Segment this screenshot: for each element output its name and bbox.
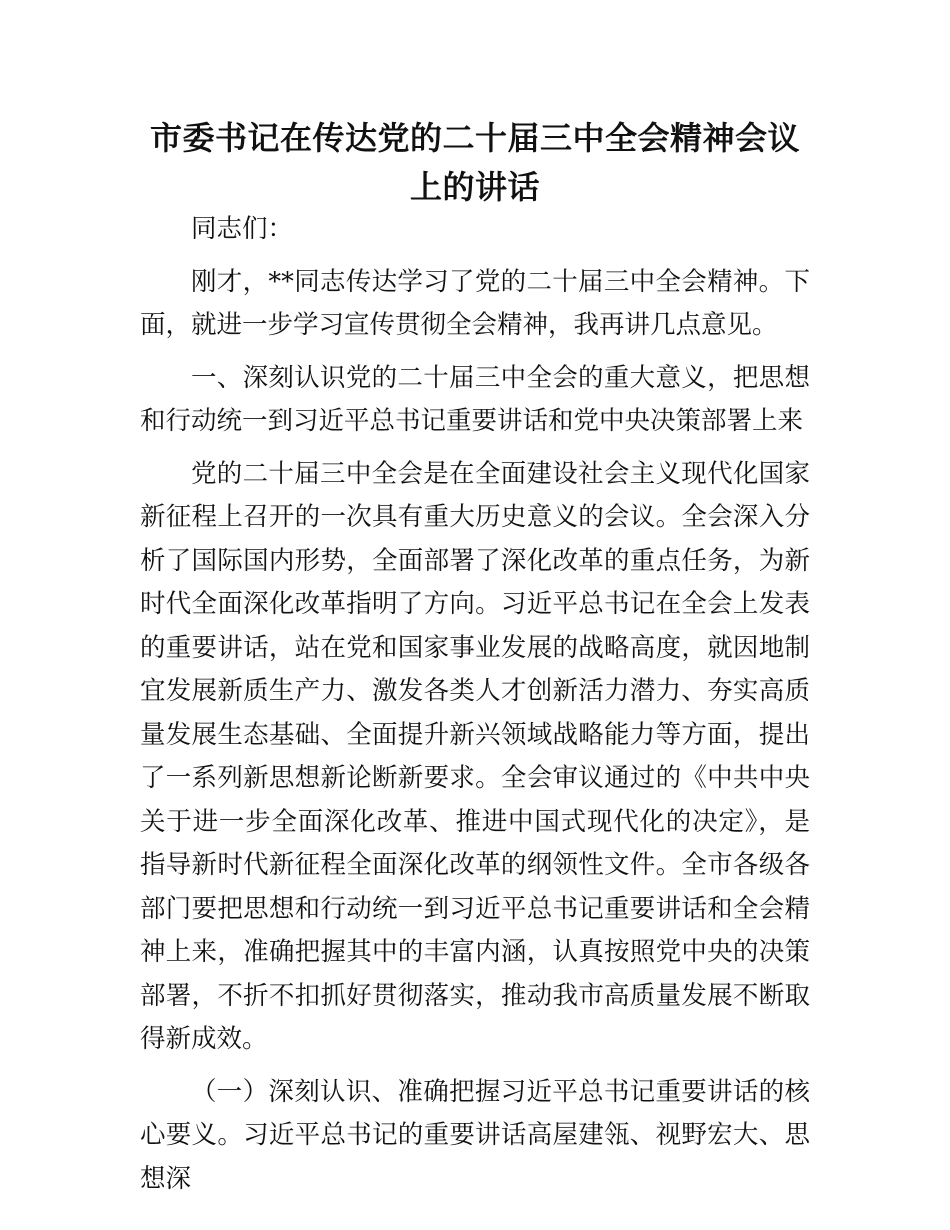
section-heading-1: 一、深刻认识党的二十届三中全会的重大意义，把思想和行动统一到习近平总书记重要讲话和党中央决策部署上来 bbox=[140, 362, 810, 436]
subsection-paragraph-1: （一）深刻认识、准确把握习近平总书记重要讲话的核心要义。习近平总书记的重要讲话高屋建瓴、视野宏大、思想深 bbox=[140, 1076, 810, 1194]
salutation: 同志们： bbox=[191, 214, 294, 244]
paragraph-opening: 刚才，**同志传达学习了党的二十届三中全会精神。下面，就进一步学习宣传贯彻全会精神，我再讲几点意见。 bbox=[140, 266, 810, 340]
document-title: 市委书记在传达党的二十届三中全会精神会议上的讲话 bbox=[149, 119, 800, 206]
paragraph-body: 党的二十届三中全会是在全面建设社会主义现代化国家新征程上召开的一次具有重大历史意义的会议。全会深入分析了国际国内形势，全面部署了深化改革的重点任务，为新时代全面深化改革指明了方向。习近平总书记在全会上发表的重要讲话，站在党和国家事业发展的战略高度，就因地制宜发展新质生产力、激发各类人才创新活力潜力、夯实高质量发展生态基础、全面提升新兴领域战略能力等方面，提出了一系列新思想新论断新要求。全会审议通过的《中共中央关于进一步全面深化改革、推进中国式现代化的决定》，是指导新时代新征程全面深化改革的纲领性文件。全市各级各部门要把思想和行动统一到习近平总书记重要讲话和全会精神上来，准确把握其中的丰富内涵，认真按照党中央的决策部署，不折不扣抓好贯彻落实，推动我市高质量发展不断取得新成效。 bbox=[140, 458, 810, 1054]
document-body bbox=[140, 208, 810, 1201]
